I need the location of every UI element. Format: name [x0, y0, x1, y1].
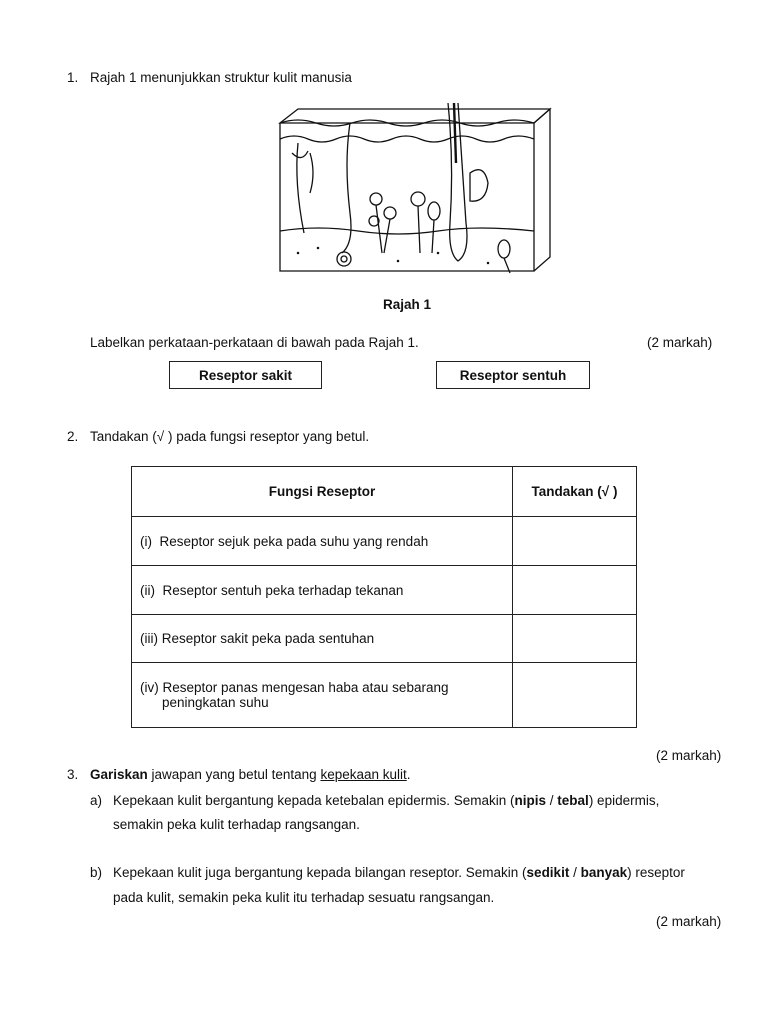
label-box-reseptor-sakit [169, 361, 322, 389]
label-text: Reseptor sakit [198, 367, 293, 383]
row-function: (i) Reseptor sejuk peka pada suhu yang rendah [132, 517, 513, 566]
tick-cell[interactable] [513, 615, 637, 663]
skin-structure-diagram [258, 103, 560, 293]
tick-cell[interactable] [513, 663, 637, 728]
label-box-reseptor-sentuh [436, 361, 590, 389]
q2-text: Tandakan (√ ) pada fungsi reseptor yang betul. [90, 429, 370, 444]
q3a-line2: semakin peka kulit terhadap rangsangan. [113, 817, 360, 832]
q3a-letter: a) [90, 793, 103, 808]
row-function: (iv) Reseptor panas mengesan haba atau sebarang peningkatan suhu [132, 663, 513, 728]
q3b-line2: pada kulit, semakin peka kulit itu terhadap sesuatu rangsangan. [113, 890, 495, 905]
q1-instruction: Labelkan perkataan-perkataan di bawah pada Rajah 1. [90, 335, 419, 350]
q3-number: 3. [67, 767, 79, 782]
q2-number: 2. [67, 429, 79, 444]
table-header-row [132, 467, 637, 517]
figure-caption: Rajah 1 [383, 297, 432, 312]
header-fungsi-reseptor: Fungsi Reseptor [132, 467, 513, 517]
table-row [132, 615, 637, 663]
row-function: (ii) Reseptor sentuh peka terhadap tekanan [132, 566, 513, 615]
tick-cell[interactable] [513, 566, 637, 615]
q3b-letter: b) [90, 865, 103, 880]
table-row [132, 566, 637, 615]
table-row [132, 517, 637, 566]
table-row [132, 663, 637, 728]
receptor-function-table [131, 466, 637, 728]
header-tandakan: Tandakan (√ ) [513, 467, 637, 517]
tick-cell[interactable] [513, 517, 637, 566]
q1-text: Rajah 1 menunjukkan struktur kulit manusia [90, 70, 352, 85]
q3-marks: (2 markah) [656, 914, 722, 929]
q1-marks: (2 markah) [647, 335, 713, 350]
q3-intro: Gariskan jawapan yang betul tentang kepekaan kulit. [90, 767, 411, 782]
q2-marks: (2 markah) [656, 748, 722, 763]
row-function: (iii) Reseptor sakit peka pada sentuhan [132, 615, 513, 663]
label-text: Reseptor sentuh [459, 367, 567, 383]
q1-number: 1. [67, 70, 79, 85]
q3b-line1: Kepekaan kulit juga bergantung kepada bilangan reseptor. Semakin (sedikit / banyak) reseptor [113, 865, 685, 880]
q3a-line1: Kepekaan kulit bergantung kepada ketebalan epidermis. Semakin (nipis / tebal) epidermis, [113, 793, 660, 808]
